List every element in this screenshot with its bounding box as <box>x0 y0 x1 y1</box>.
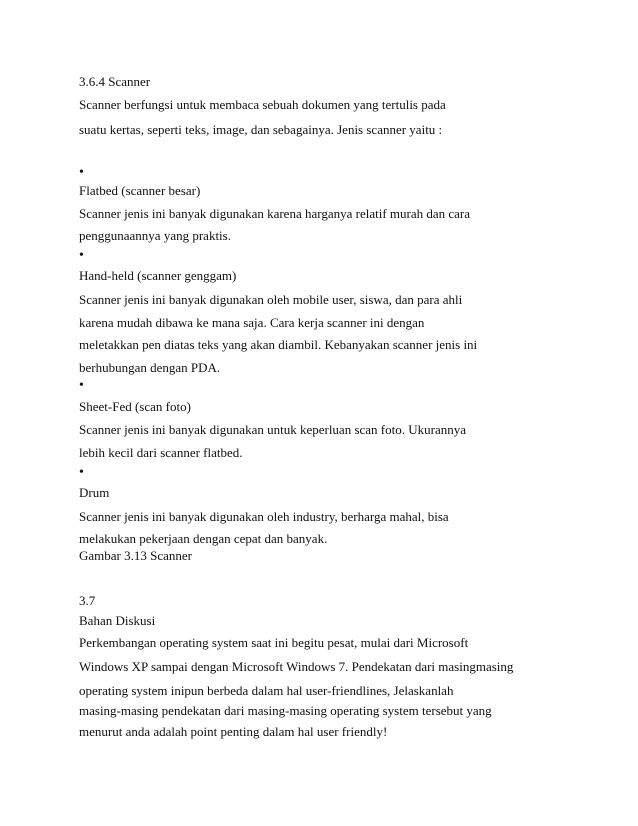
list-item-title: Hand-held (scanner genggam) <box>79 268 237 283</box>
list-item-title: Sheet-Fed (scan foto) <box>79 399 191 414</box>
paragraph-line: lebih kecil dari scanner flatbed. <box>79 445 243 460</box>
paragraph-line: masing-masing pendekatan dari masing-masing operating system tersebut yang <box>79 703 492 718</box>
paragraph-line: berhubungan dengan PDA. <box>79 360 221 375</box>
paragraph-line: operating system inipun berbeda dalam hal user-friendlines, Jelaskanlah <box>79 683 454 698</box>
section-number: 3.7 <box>79 593 96 608</box>
paragraph-line: Windows XP sampai dengan Microsoft Windows 7. Pendekatan dari masingmasing <box>79 659 514 674</box>
bullet: • <box>79 378 84 393</box>
paragraph-line: Scanner jenis ini banyak digunakan oleh mobile user, siswa, dan para ahli <box>79 292 463 307</box>
list-item-title: Flatbed (scanner besar) <box>79 183 201 198</box>
bullet: • <box>79 465 84 480</box>
bullet: • <box>79 248 84 263</box>
list-item-title: Drum <box>79 485 110 500</box>
paragraph-line: Scanner berfungsi untuk membaca sebuah dokumen yang tertulis pada <box>79 97 446 112</box>
section-heading: Bahan Diskusi <box>79 613 156 628</box>
figure-caption: Gambar 3.13 Scanner <box>79 548 192 563</box>
paragraph-line: Perkembangan operating system saat ini begitu pesat, mulai dari Microsoft <box>79 635 469 650</box>
section-heading: 3.6.4 Scanner <box>79 74 151 89</box>
bullet: • <box>79 165 84 180</box>
paragraph-line: Scanner jenis ini banyak digunakan karena harganya relatif murah dan cara <box>79 206 471 221</box>
paragraph-line: Scanner jenis ini banyak digunakan untuk keperluan scan foto. Ukurannya <box>79 422 466 437</box>
paragraph-line: meletakkan pen diatas teks yang akan diambil. Kebanyakan scanner jenis ini <box>79 337 478 352</box>
paragraph-line: melakukan pekerjaan dengan cepat dan banyak. <box>79 531 328 546</box>
paragraph-line: penggunaannya yang praktis. <box>79 228 231 243</box>
paragraph-line: Scanner jenis ini banyak digunakan oleh industry, berharga mahal, bisa <box>79 509 449 524</box>
paragraph-line: suatu kertas, seperti teks, image, dan sebagainya. Jenis scanner yaitu : <box>79 122 443 137</box>
paragraph-line: karena mudah dibawa ke mana saja. Cara kerja scanner ini dengan <box>79 315 425 330</box>
paragraph-line: menurut anda adalah point penting dalam hal user friendly! <box>79 724 388 739</box>
